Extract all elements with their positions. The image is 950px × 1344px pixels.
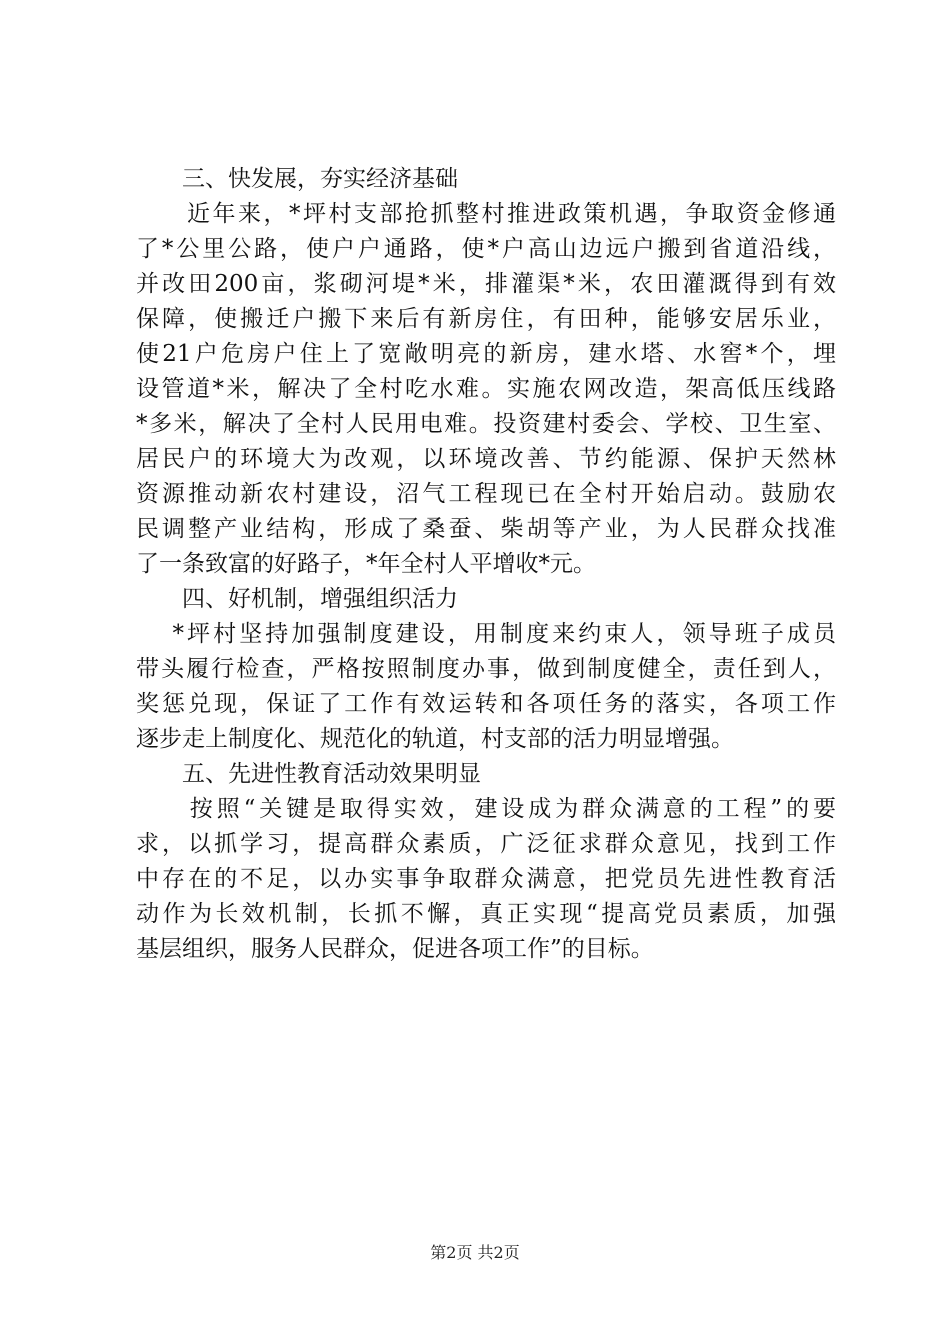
paragraph-line: *坪村坚持加强制度建设，用制度来约束人，领导班子成员 — [136, 621, 836, 647]
paragraph-line: 逐步走上制度化、规范化的轨道，村支部的活力明显增强。 — [136, 726, 734, 752]
paragraph-line: 按照“关键是取得实效，建设成为群众满意的工程”的要 — [136, 796, 836, 822]
paragraph-line: 中存在的不足，以办实事争取群众满意，把党员先进性教育活 — [136, 866, 836, 892]
paragraph-line: 了*公里公路，使户户通路，使*户高山边远户搬到省道沿线， — [136, 236, 836, 262]
paragraph-line: 动作为长效机制，长抓不懈，真正实现“提高党员素质，加强 — [136, 901, 836, 927]
paragraph-line: 居民户的环境大为改观，以环境改善、节约能源、保护天然林 — [136, 446, 836, 472]
paragraph-line: 奖惩兑现，保证了工作有效运转和各项任务的落实，各项工作 — [136, 691, 836, 717]
section-heading-3: 三、快发展，夯实经济基础 — [136, 166, 458, 192]
paragraph-line: 带头履行检查，严格按照制度办事，做到制度健全，责任到人， — [136, 656, 836, 682]
section-heading-4: 四、好机制，增强组织活力 — [136, 586, 458, 612]
page-number-footer: 第2页 共2页 — [430, 1243, 520, 1262]
paragraph-line: 设管道*米，解决了全村吃水难。实施农网改造，架高低压线路 — [136, 376, 836, 402]
paragraph-line: 使21户危房户住上了宽敞明亮的新房，建水塔、水窖*个，埋 — [136, 341, 836, 367]
paragraph-line: 近年来，*坪村支部抢抓整村推进政策机遇，争取资金修通 — [136, 201, 836, 227]
paragraph-line: 基层组织，服务人民群众，促进各项工作”的目标。 — [136, 936, 654, 962]
paragraph-line: 保障，使搬迁户搬下来后有新房住，有田种，能够安居乐业， — [136, 306, 836, 332]
paragraph-line: 民调整产业结构，形成了桑蚕、柴胡等产业，为人民群众找准 — [136, 516, 836, 542]
section-heading-5: 五、先进性教育活动效果明显 — [136, 761, 481, 787]
paragraph-line: *多米，解决了全村人民用电难。投资建村委会、学校、卫生室、 — [136, 411, 836, 437]
paragraph-line: 求，以抓学习，提高群众素质，广泛征求群众意见，找到工作 — [136, 831, 836, 857]
paragraph-line: 了一条致富的好路子，*年全村人平增收*元。 — [136, 551, 596, 577]
paragraph-line: 并改田200亩，浆砌河堤*米，排灌渠*米，农田灌溉得到有效 — [136, 271, 836, 297]
document-body — [136, 162, 836, 967]
paragraph-line: 资源推动新农村建设，沼气工程现已在全村开始启动。鼓励农 — [136, 481, 836, 507]
